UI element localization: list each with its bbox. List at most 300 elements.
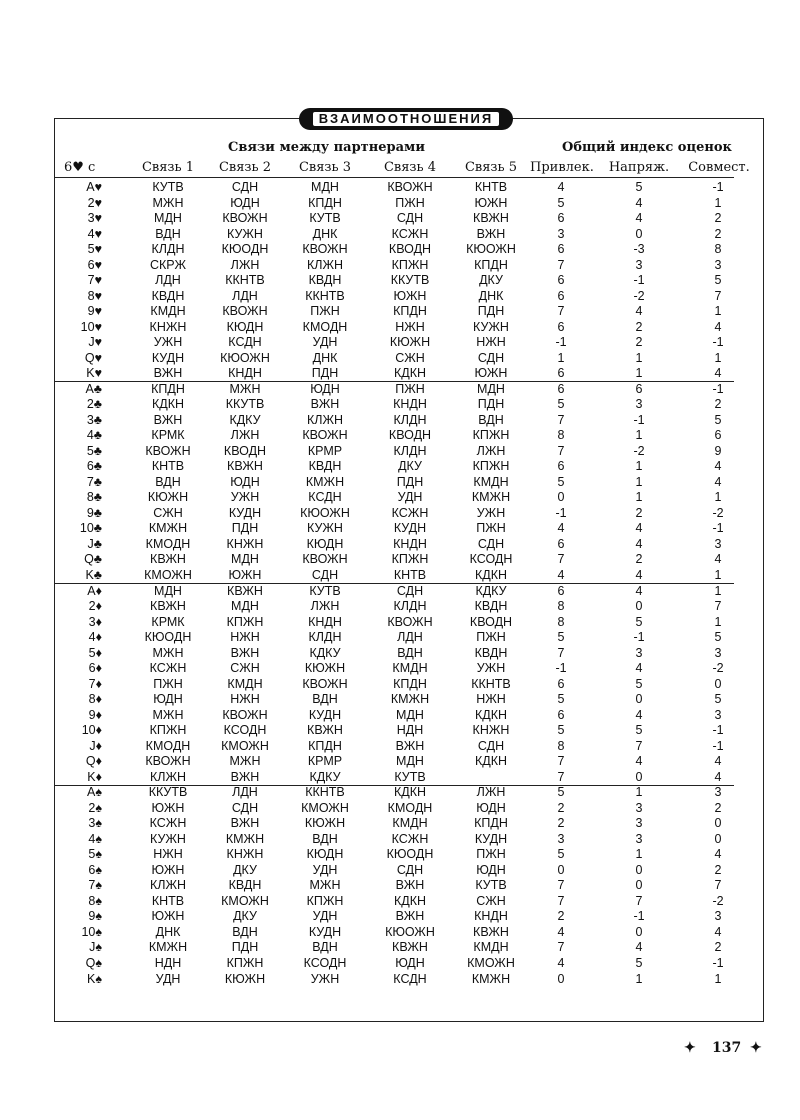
header-link-1: Связь 1 bbox=[141, 160, 195, 175]
row-card: 2♠ bbox=[88, 800, 102, 815]
link-cell: КДКН bbox=[393, 893, 427, 908]
row-card: 3♠ bbox=[88, 816, 102, 831]
link-cell: ЛДН bbox=[155, 273, 181, 288]
index-cell: 6 bbox=[557, 366, 565, 381]
link-cell: НЖН bbox=[153, 847, 183, 862]
link-cell: КЮОДН bbox=[221, 242, 269, 257]
link-cell: КСДН bbox=[308, 490, 342, 505]
link-cell: ДКУ bbox=[479, 273, 503, 288]
index-cell: 5 bbox=[557, 785, 565, 800]
index-cell: 5 bbox=[635, 723, 643, 738]
index-cell: 3 bbox=[635, 816, 643, 831]
link-cell: ВЖН bbox=[153, 366, 183, 381]
index-cell: -1 bbox=[712, 956, 724, 970]
index-cell: 6 bbox=[557, 319, 565, 334]
index-cell: 5 bbox=[635, 676, 643, 691]
link-cell: КМДН bbox=[150, 304, 186, 319]
row-card: 4♦ bbox=[88, 630, 102, 645]
link-cell: ВЖН bbox=[395, 738, 425, 753]
index-cell: 7 bbox=[557, 412, 565, 427]
header-link-2: Связь 2 bbox=[218, 160, 272, 175]
link-cell: КВДН bbox=[474, 645, 508, 660]
index-cell: 3 bbox=[714, 645, 722, 660]
link-cell: НЖН bbox=[476, 335, 506, 350]
index-cell: -2 bbox=[712, 505, 724, 520]
link-cell: КУТВ bbox=[394, 769, 426, 784]
link-cell: КМОЖН bbox=[221, 893, 269, 908]
table-row bbox=[40, 661, 760, 677]
link-cell: КЮОЖН bbox=[220, 350, 270, 365]
link-cell: КУТВ bbox=[309, 583, 341, 598]
link-cell: КЛДН bbox=[393, 443, 427, 458]
link-cell: МЖН bbox=[152, 707, 184, 722]
row-card: Q♥ bbox=[84, 350, 102, 365]
link-cell: КПДН bbox=[151, 381, 185, 396]
index-cell: 5 bbox=[557, 474, 565, 489]
link-cell: НЖН bbox=[230, 630, 260, 645]
link-cell: КДКУ bbox=[229, 412, 261, 427]
link-cell: КУТВ bbox=[152, 180, 184, 194]
link-cell: ЛЖН bbox=[230, 257, 260, 272]
link-cell: МЖН bbox=[229, 754, 261, 769]
link-cell: УЖН bbox=[153, 335, 183, 350]
table-row bbox=[40, 444, 760, 460]
index-cell: -2 bbox=[633, 443, 645, 458]
index-cell: 4 bbox=[714, 366, 722, 381]
row-card: 3♥ bbox=[87, 211, 102, 226]
index-cell: 1 bbox=[635, 847, 643, 862]
link-cell: КВЖН bbox=[227, 583, 263, 598]
link-cell: ЛДН bbox=[397, 630, 423, 645]
table-row bbox=[40, 956, 760, 972]
table-row bbox=[40, 708, 760, 724]
header-divider bbox=[54, 177, 734, 178]
link-cell: КПДН bbox=[474, 257, 508, 272]
link-cell: КЮЖН bbox=[304, 661, 346, 676]
index-cell: 5 bbox=[714, 692, 722, 707]
link-cell: КЛДН bbox=[308, 630, 342, 645]
index-cell: -1 bbox=[555, 335, 567, 350]
row-card: Q♣ bbox=[84, 552, 102, 567]
link-cell: КМОДН bbox=[145, 536, 191, 551]
link-cell: КСДН bbox=[228, 335, 262, 350]
index-cell: 1 bbox=[714, 971, 722, 986]
index-cell: 1 bbox=[635, 428, 643, 443]
table-row bbox=[40, 397, 760, 413]
link-cell: МЖН bbox=[152, 195, 184, 210]
index-cell: 5 bbox=[557, 847, 565, 862]
row-card: K♥ bbox=[86, 366, 102, 381]
table-row bbox=[40, 211, 760, 227]
index-cell: 5 bbox=[714, 630, 722, 645]
table-row bbox=[40, 615, 760, 631]
index-cell: 1 bbox=[635, 785, 643, 800]
link-cell: КЛЖН bbox=[306, 257, 344, 272]
link-cell: КВЖН bbox=[307, 723, 343, 738]
link-cell: ЛЖН bbox=[230, 428, 260, 443]
table-row bbox=[40, 490, 760, 506]
banner-title: ВЗАИМООТНОШЕНИЯ bbox=[313, 112, 499, 126]
link-cell: ЮДН bbox=[153, 692, 183, 707]
link-cell: СДН bbox=[396, 862, 424, 877]
row-card: J♣ bbox=[87, 536, 102, 551]
index-cell: 7 bbox=[557, 443, 565, 458]
index-cell: -1 bbox=[712, 335, 724, 350]
link-cell: КМДН bbox=[392, 816, 428, 831]
link-cell: КЮЖН bbox=[147, 490, 189, 505]
index-cell: 0 bbox=[557, 862, 565, 877]
link-cell: ВДН bbox=[155, 474, 181, 489]
table-row bbox=[40, 521, 760, 537]
index-cell: 4 bbox=[635, 583, 643, 598]
link-cell: КВЖН bbox=[227, 459, 263, 474]
table-row bbox=[40, 894, 760, 910]
link-cell: ПДН bbox=[477, 397, 505, 412]
link-cell: УДН bbox=[397, 490, 423, 505]
table-row bbox=[40, 459, 760, 475]
link-cell: КДКУ bbox=[309, 645, 341, 660]
banner-pill bbox=[299, 108, 513, 130]
link-cell: КМЖН bbox=[390, 692, 430, 707]
index-cell: 8 bbox=[557, 614, 565, 629]
table-row bbox=[40, 335, 760, 351]
row-card: 5♥ bbox=[87, 242, 102, 257]
row-card: A♥ bbox=[86, 180, 102, 194]
index-cell: 6 bbox=[557, 242, 565, 257]
link-cell: ЮДН bbox=[476, 800, 506, 815]
row-card: 2♥ bbox=[87, 195, 102, 210]
index-cell: 4 bbox=[557, 568, 565, 582]
link-cell: ЛЖН bbox=[310, 599, 340, 614]
link-cell: КВЖН bbox=[392, 940, 428, 955]
link-cell: ЛЖН bbox=[476, 443, 506, 458]
link-cell: ККНТВ bbox=[471, 676, 511, 691]
index-cell: 6 bbox=[557, 211, 565, 226]
link-cell: СДН bbox=[311, 568, 339, 582]
table-row bbox=[40, 816, 760, 832]
index-cell: 7 bbox=[714, 599, 722, 614]
link-cell: КЛЖН bbox=[306, 412, 344, 427]
index-cell: 7 bbox=[557, 645, 565, 660]
header-compatibility: Совмест. bbox=[688, 160, 750, 175]
link-cell: КПЖН bbox=[472, 459, 510, 474]
index-cell: 7 bbox=[714, 878, 722, 893]
row-card: 9♣ bbox=[86, 505, 102, 520]
link-cell: УДН bbox=[312, 909, 338, 924]
index-cell: 1 bbox=[557, 350, 565, 365]
link-cell: СДН bbox=[477, 738, 505, 753]
link-cell: ПЖН bbox=[476, 630, 506, 645]
row-card: 4♣ bbox=[86, 428, 102, 443]
index-cell: 2 bbox=[714, 211, 722, 226]
table-row bbox=[40, 506, 760, 522]
index-cell: -3 bbox=[633, 242, 645, 257]
link-cell: КЮОЖН bbox=[466, 242, 516, 257]
index-cell: 3 bbox=[714, 536, 722, 551]
link-cell: КВОЖН bbox=[387, 180, 433, 194]
link-cell: КМДН bbox=[473, 474, 509, 489]
table-row bbox=[40, 366, 760, 382]
link-cell: КВОЖН bbox=[145, 754, 191, 769]
index-cell: 1 bbox=[714, 490, 722, 505]
index-cell: 7 bbox=[557, 552, 565, 567]
table-row bbox=[40, 925, 760, 941]
table-row bbox=[40, 242, 760, 258]
row-card: 3♣ bbox=[86, 412, 102, 427]
index-cell: 3 bbox=[557, 226, 565, 241]
link-cell: КМЖН bbox=[225, 831, 265, 846]
link-cell: КПЖН bbox=[391, 552, 429, 567]
link-cell: ВЖН bbox=[230, 645, 260, 660]
link-cell: КЛДН bbox=[393, 599, 427, 614]
index-cell: 8 bbox=[557, 738, 565, 753]
index-cell: 2 bbox=[714, 800, 722, 815]
link-cell: КПЖН bbox=[226, 614, 264, 629]
index-cell: 4 bbox=[635, 195, 643, 210]
index-cell: 2 bbox=[557, 909, 565, 924]
index-cell: 1 bbox=[714, 614, 722, 629]
link-cell: ККУТВ bbox=[225, 397, 265, 412]
link-cell: КЮДН bbox=[306, 847, 344, 862]
index-cell: 6 bbox=[557, 536, 565, 551]
link-cell: КНЖН bbox=[226, 536, 264, 551]
link-cell: КМЖН bbox=[305, 474, 345, 489]
table-row bbox=[40, 754, 760, 770]
link-cell: КЛДН bbox=[151, 242, 185, 257]
link-cell: КЛДН bbox=[393, 412, 427, 427]
link-cell: ВДН bbox=[312, 831, 338, 846]
link-cell: ДНК bbox=[312, 350, 338, 365]
index-cell: 4 bbox=[635, 304, 643, 319]
link-cell: ПЖН bbox=[476, 847, 506, 862]
index-cell: 8 bbox=[557, 599, 565, 614]
table-row bbox=[40, 537, 760, 553]
table-row bbox=[40, 801, 760, 817]
row-card: 8♣ bbox=[86, 490, 102, 505]
link-cell: КЮДН bbox=[306, 536, 344, 551]
link-cell: СДН bbox=[231, 800, 259, 815]
link-cell: МДН bbox=[231, 552, 259, 567]
link-cell: КСОДН bbox=[303, 956, 347, 970]
row-card: J♠ bbox=[89, 940, 102, 955]
row-card: 2♣ bbox=[86, 397, 102, 412]
link-cell: КВДН bbox=[474, 599, 508, 614]
link-cell: КМОЖН bbox=[467, 956, 515, 970]
link-cell: КВОЖН bbox=[302, 242, 348, 257]
index-cell: 4 bbox=[714, 474, 722, 489]
link-cell: НДН bbox=[396, 723, 424, 738]
index-cell: 5 bbox=[635, 956, 643, 970]
index-cell: 0 bbox=[635, 599, 643, 614]
index-cell: 7 bbox=[714, 288, 722, 303]
link-cell: КДКН bbox=[474, 568, 508, 582]
index-cell: 1 bbox=[714, 304, 722, 319]
table-row bbox=[40, 428, 760, 444]
link-cell: КДКУ bbox=[309, 769, 341, 784]
table-row bbox=[40, 413, 760, 429]
link-cell: КЮОДН bbox=[386, 847, 434, 862]
index-cell: -1 bbox=[712, 521, 724, 536]
link-cell: СКРЖ bbox=[149, 257, 187, 272]
link-cell: СЖН bbox=[153, 505, 183, 520]
index-cell: 2 bbox=[714, 862, 722, 877]
link-cell: ЛДН bbox=[232, 288, 258, 303]
link-cell: ВДН bbox=[312, 692, 338, 707]
link-cell: ЮЖН bbox=[151, 862, 185, 877]
row-card: 5♣ bbox=[86, 443, 102, 458]
link-cell: ПДН bbox=[231, 940, 259, 955]
index-cell: 7 bbox=[635, 893, 643, 908]
table-row bbox=[40, 847, 760, 863]
index-cell: 3 bbox=[714, 785, 722, 800]
table-row bbox=[40, 351, 760, 367]
index-cell: 3 bbox=[714, 909, 722, 924]
index-cell: 4 bbox=[635, 568, 643, 582]
index-cell: -1 bbox=[633, 273, 645, 288]
link-cell: КСЖН bbox=[149, 661, 187, 676]
index-cell: 5 bbox=[557, 397, 565, 412]
link-cell: КЮЖН bbox=[304, 816, 346, 831]
row-card: A♦ bbox=[87, 583, 102, 598]
link-cell: КСЖН bbox=[149, 816, 187, 831]
index-cell: 8 bbox=[714, 242, 722, 257]
table-row bbox=[40, 785, 760, 801]
header-index-group: Общий индекс оценок bbox=[562, 140, 732, 155]
index-cell: 4 bbox=[714, 459, 722, 474]
index-cell: 4 bbox=[714, 924, 722, 939]
link-cell: КВДН bbox=[308, 459, 342, 474]
link-cell: КВОДН bbox=[388, 242, 432, 257]
link-cell: КРМР bbox=[307, 754, 343, 769]
index-cell: 1 bbox=[635, 366, 643, 381]
index-cell: 1 bbox=[635, 459, 643, 474]
index-cell: 2 bbox=[714, 226, 722, 241]
link-cell: СЖН bbox=[395, 350, 425, 365]
link-cell: ДНК bbox=[155, 924, 181, 939]
link-cell: КМДН bbox=[473, 940, 509, 955]
link-cell: ДКУ bbox=[398, 459, 422, 474]
link-cell: КПЖН bbox=[149, 723, 187, 738]
link-cell: КМОДН bbox=[387, 800, 433, 815]
index-cell: 7 bbox=[557, 940, 565, 955]
index-cell: 1 bbox=[635, 971, 643, 986]
row-card: A♠ bbox=[87, 785, 102, 800]
link-cell: МДН bbox=[154, 583, 182, 598]
link-cell: КВОЖН bbox=[222, 211, 268, 226]
table-row bbox=[40, 723, 760, 739]
index-cell: -1 bbox=[712, 738, 724, 753]
link-cell: КВОЖН bbox=[387, 614, 433, 629]
table-row bbox=[40, 909, 760, 925]
link-cell: КПЖН bbox=[306, 893, 344, 908]
link-cell: СДН bbox=[231, 180, 259, 194]
link-cell: ЮДН bbox=[395, 956, 425, 970]
link-cell: КМДН bbox=[227, 676, 263, 691]
row-card: 9♠ bbox=[88, 909, 102, 924]
row-card: 4♥ bbox=[87, 226, 102, 241]
row-card: 10♠ bbox=[81, 924, 102, 939]
link-cell: КУДН bbox=[393, 521, 427, 536]
table-row bbox=[40, 584, 760, 600]
index-cell: 3 bbox=[635, 831, 643, 846]
row-card: 6♣ bbox=[86, 459, 102, 474]
link-cell: КДКН bbox=[393, 366, 427, 381]
link-cell: КДКН bbox=[151, 397, 185, 412]
link-cell: КНДН bbox=[228, 366, 262, 381]
index-cell: 5 bbox=[557, 723, 565, 738]
link-cell: ВДН bbox=[478, 412, 504, 427]
index-cell: 4 bbox=[557, 180, 565, 194]
link-cell: КУЖН bbox=[473, 319, 509, 334]
table-row bbox=[40, 940, 760, 956]
index-cell: 7 bbox=[557, 878, 565, 893]
index-cell: -1 bbox=[712, 723, 724, 738]
link-cell: ПЖН bbox=[395, 195, 425, 210]
row-card: 5♠ bbox=[88, 847, 102, 862]
header-tension: Напряж. bbox=[608, 160, 670, 175]
index-cell: 1 bbox=[635, 350, 643, 365]
link-cell: КВОДН bbox=[469, 614, 513, 629]
link-cell: КНДН bbox=[393, 397, 427, 412]
index-cell: 3 bbox=[635, 257, 643, 272]
link-cell: УЖН bbox=[230, 490, 260, 505]
link-cell: КДКН bbox=[474, 707, 508, 722]
table-row bbox=[40, 692, 760, 708]
link-cell: ККУТВ bbox=[148, 785, 188, 800]
index-cell: 4 bbox=[714, 552, 722, 567]
row-card: 10♦ bbox=[81, 723, 102, 738]
link-cell: ЛДН bbox=[232, 785, 258, 800]
link-cell: ВЖН bbox=[395, 878, 425, 893]
link-cell: ПДН bbox=[396, 474, 424, 489]
table-row bbox=[40, 739, 760, 755]
link-cell: ПЖН bbox=[310, 304, 340, 319]
table-row bbox=[40, 196, 760, 212]
header-card: 6♥ с bbox=[64, 160, 96, 175]
row-card: Q♠ bbox=[85, 956, 102, 970]
index-cell: 0 bbox=[714, 816, 722, 831]
link-cell: КУЖН bbox=[307, 521, 343, 536]
link-cell: ВДН bbox=[232, 924, 258, 939]
row-card: 6♠ bbox=[88, 862, 102, 877]
table-row bbox=[40, 289, 760, 305]
row-card: 3♦ bbox=[88, 614, 102, 629]
row-card: 5♦ bbox=[88, 645, 102, 660]
link-cell: КМЖН bbox=[471, 490, 511, 505]
index-cell: -2 bbox=[712, 661, 724, 676]
index-cell: 0 bbox=[714, 831, 722, 846]
table-row bbox=[40, 878, 760, 894]
link-cell: МДН bbox=[154, 211, 182, 226]
link-cell: ККНТВ bbox=[305, 785, 345, 800]
index-cell: 5 bbox=[557, 692, 565, 707]
index-cell: 3 bbox=[557, 831, 565, 846]
table-row bbox=[40, 630, 760, 646]
header-link-4: Связь 4 bbox=[383, 160, 437, 175]
row-card: 9♦ bbox=[88, 707, 102, 722]
row-card: 7♣ bbox=[86, 474, 102, 489]
link-cell: КУДН bbox=[228, 505, 262, 520]
link-cell: КВОЖН bbox=[222, 707, 268, 722]
row-card: 10♥ bbox=[80, 319, 102, 334]
link-cell: КНТВ bbox=[474, 180, 508, 194]
index-cell: 6 bbox=[714, 428, 722, 443]
index-cell: -2 bbox=[633, 288, 645, 303]
link-cell: КУДН bbox=[474, 831, 508, 846]
link-cell: ЮЖН bbox=[393, 288, 427, 303]
row-card: 8♦ bbox=[88, 692, 102, 707]
link-cell: КЮЖН bbox=[224, 971, 266, 986]
